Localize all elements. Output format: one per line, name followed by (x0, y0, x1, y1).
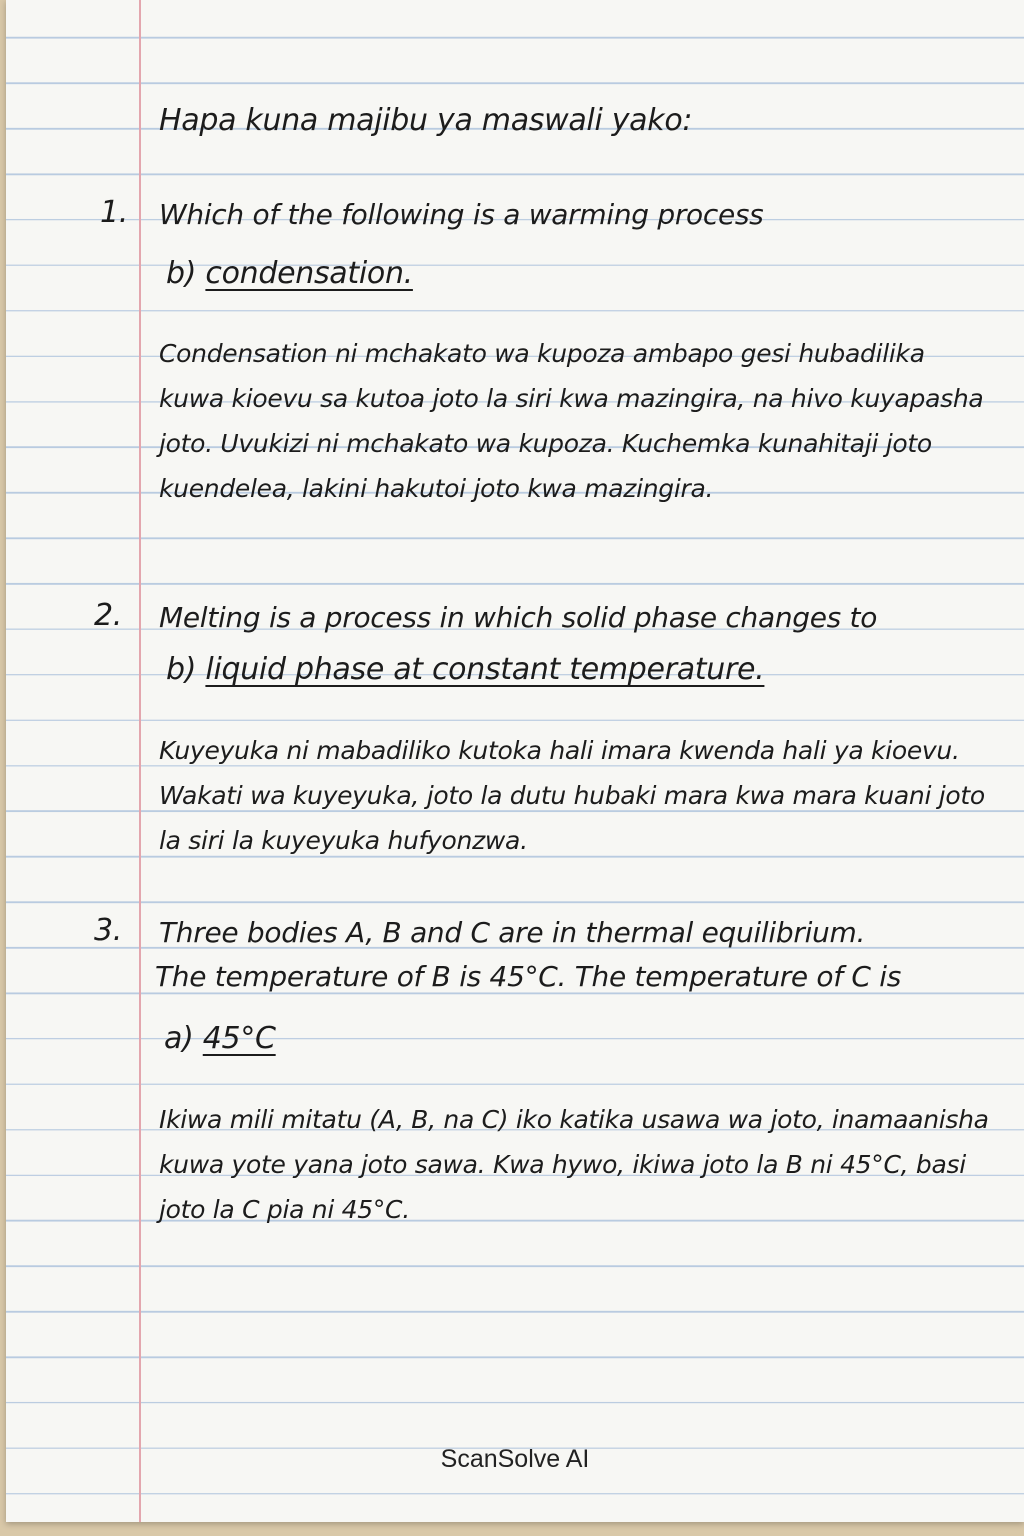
answer (166, 256, 413, 291)
answer-text: condensation. (205, 256, 413, 291)
question-text: Which of the following is a warming process (159, 198, 764, 231)
question-number: 1. (100, 195, 129, 230)
answer-text: 45°C (202, 1021, 276, 1056)
answer-letter: b) (166, 652, 197, 687)
question-number: 2. (94, 598, 123, 633)
answer-letter: b) (166, 256, 197, 291)
footer-brand: ScanSolve AI (440, 1445, 590, 1473)
answer-letter: a) (164, 1021, 194, 1056)
margin-line (139, 0, 141, 1522)
answer (166, 652, 764, 687)
intro-text: Hapa kuna majibu ya maswali yako: (159, 103, 693, 138)
explanation: Ikiwa mili mitatu (A, B, na C) iko katika usawa wa joto, inamaanisha kuwa yote yana joto sawa. Kwa hywo, ikiwa joto la B ni 45°C, basi joto la C pia ni 45°C. (159, 1105, 989, 1224)
question-text: Three bodies A, B and C are in thermal equilibrium. (159, 916, 866, 949)
answer (164, 1021, 276, 1056)
question-text: The temperature of B is 45°C. The temperature of C is (155, 960, 902, 993)
notebook-page (6, 0, 1024, 1522)
question-text: Melting is a process in which solid phase changes to (159, 601, 878, 634)
answer-text: liquid phase at constant temperature. (205, 652, 765, 687)
explanation: Condensation ni mchakato wa kupoza ambapo gesi hubadilika kuwa kioevu sa kutoa joto la siri kwa mazingira, na hivo kuyapasha joto. Uvukizi ni mchakato wa kupoza. Kuchemka kunahitaji joto kuendelea, lakini hakutoi joto kwa mazingira. (159, 339, 984, 503)
explanation: Kuyeyuka ni mabadiliko kutoka hali imara kwenda hali ya kioevu. Wakati wa kuyeyuka, joto la dutu hubaki mara kwa mara kuani joto la siri la kuyeyuka hufyonzwa. (159, 736, 985, 855)
question-number: 3. (94, 913, 123, 948)
